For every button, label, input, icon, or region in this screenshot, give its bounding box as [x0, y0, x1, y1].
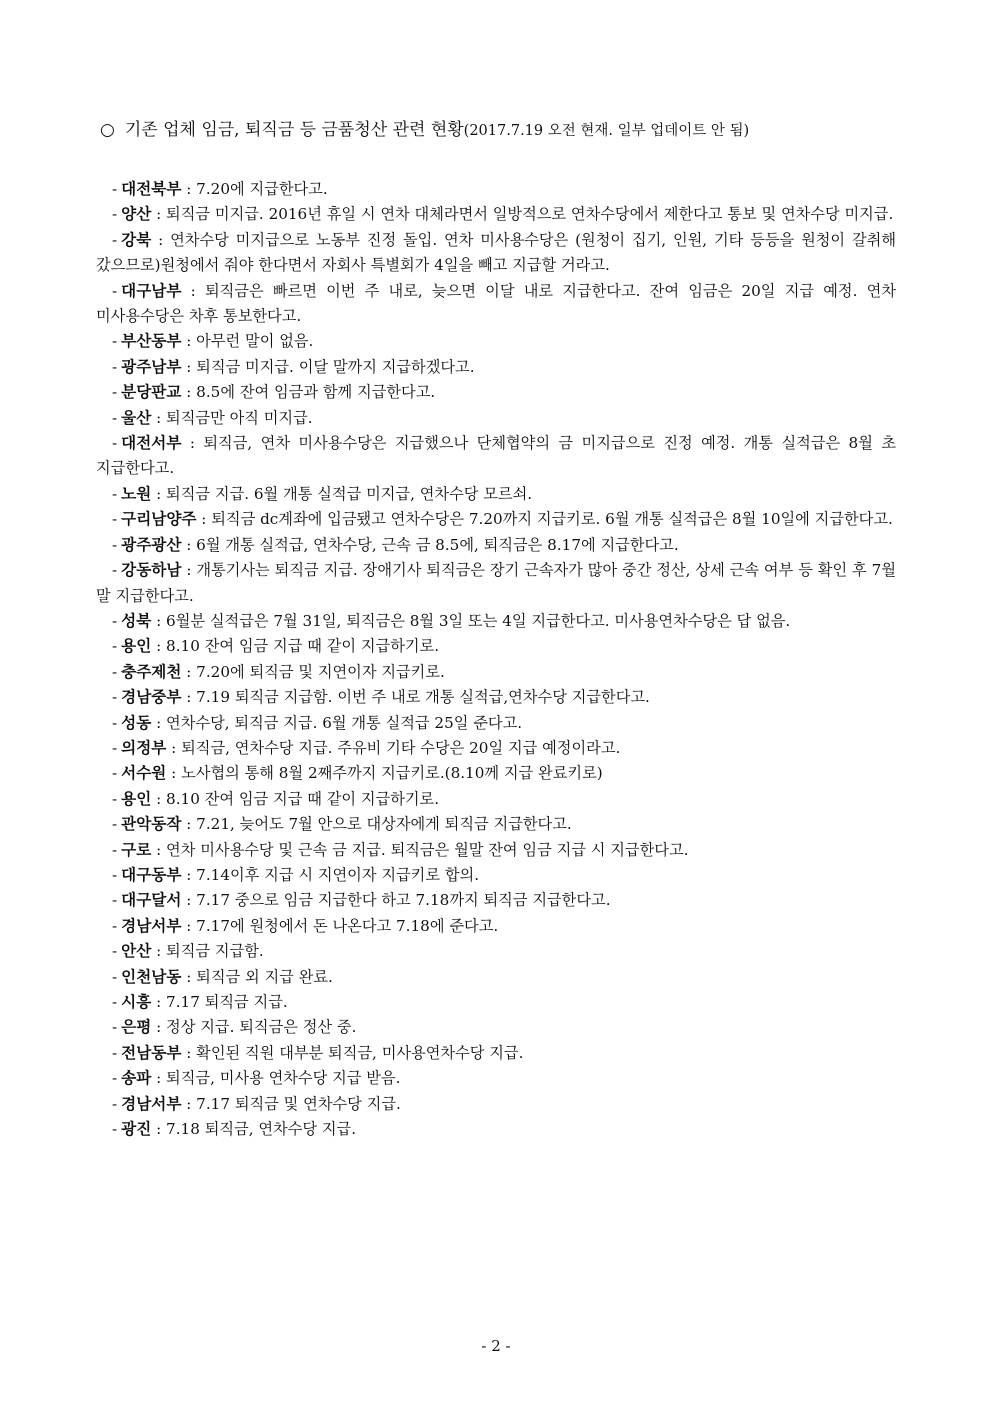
region-status-text: : 연차수당, 퇴직금 지급. 6월 개통 실적급 25일 준다고. [151, 713, 523, 732]
region-name: 은평 [121, 1018, 152, 1037]
list-item [96, 711, 896, 736]
region-status-text: : 8.10 잔여 임금 지급 때 같이 지급하기로. [151, 637, 440, 656]
list-item [96, 812, 896, 837]
list-item [96, 965, 896, 990]
region-name: 구로 [121, 840, 152, 859]
region-status-text: : 퇴직금, 미사용 연차수당 지급 받음. [151, 1069, 401, 1088]
region-name: 의정부 [121, 738, 167, 757]
list-item-dash: - [112, 637, 118, 656]
list-item [96, 939, 896, 964]
list-item [96, 787, 896, 812]
list-item [96, 533, 896, 558]
region-name: 성동 [121, 713, 152, 732]
region-name: 전남동부 [121, 1043, 182, 1062]
region-name: 용인 [121, 637, 152, 656]
region-status-text: : 아무런 말이 없음. [181, 332, 314, 351]
list-item-dash: - [112, 993, 118, 1011]
list-item [96, 355, 896, 380]
list-item [96, 1092, 896, 1117]
list-item-dash: - [112, 510, 118, 529]
list-item [96, 329, 896, 354]
list-item-dash: - [112, 230, 118, 249]
list-item [96, 202, 896, 227]
list-item-dash: - [112, 383, 118, 402]
region-status-text: : 연차수당 미지급으로 노동부 진정 돌입. 연차 미사용수당은 (원청이 집기, 인원, 기타 등등을 원청이 갈취해 갔으므로)원청에서 줘야 한다면서 자회사 특별회가 4일을 빼고 지급할 거라고. [96, 230, 896, 275]
status-list [96, 177, 896, 1142]
list-item [96, 507, 896, 532]
region-status-text: : 퇴직금 미지급. 2016년 휴일 시 연차 대체라면서 일방적으로 연차수당에서 제한다고 통보 및 연차수당 미지급. [151, 205, 894, 224]
list-item [96, 660, 896, 685]
list-item-dash: - [112, 1043, 118, 1062]
list-item [96, 279, 896, 330]
list-item-dash: - [112, 942, 118, 961]
list-item-dash: - [112, 738, 118, 757]
list-item-dash: - [112, 535, 118, 554]
region-status-text: : 7.17에 원청에서 돈 나온다고 7.18에 준다고. [181, 916, 499, 935]
region-name: 광주광산 [121, 535, 182, 554]
list-item [96, 1041, 896, 1066]
list-item [96, 406, 896, 431]
list-item-dash: - [112, 916, 118, 935]
region-status-text: : 7.20에 퇴직금 및 지연이자 지급키로. [181, 662, 445, 681]
list-item-dash: - [112, 332, 118, 351]
list-item-dash: - [112, 205, 118, 224]
list-item [96, 177, 896, 202]
region-status-text: : 6월 개통 실적급, 연차수당, 근속 금 8.5에, 퇴직금은 8.17에 지급한다고. [181, 535, 679, 554]
list-item [96, 888, 896, 913]
list-item-dash: - [112, 357, 118, 376]
list-item-dash: - [112, 611, 118, 630]
list-item-dash: - [112, 891, 118, 910]
list-item-dash: - [112, 408, 118, 427]
list-item-dash: - [112, 713, 118, 732]
region-name: 시흥 [121, 993, 152, 1011]
list-item-dash: - [112, 688, 118, 707]
region-status-text: : 퇴직금, 연차수당 지급. 주유비 기타 수당은 20일 지급 예정이라고. [166, 738, 621, 757]
region-status-text: : 7.17 중으로 임금 지급한다 하고 7.18까지 퇴직금 지급한다고. [181, 891, 611, 910]
list-item [96, 1117, 896, 1142]
region-status-text: : 퇴직금은 빠르면 이번 주 내로, 늦으면 이달 내로 지급한다고. 잔여 임금은 20일 지급 예정. 연차 미사용수당은 차후 통보한다고. [96, 281, 896, 326]
list-item-dash: - [112, 865, 118, 884]
region-name: 강동하남 [121, 561, 182, 580]
list-item-dash: - [112, 1018, 118, 1037]
list-item-dash: - [112, 1120, 118, 1139]
list-item [96, 1015, 896, 1040]
region-name: 강북 [121, 230, 152, 249]
region-status-text: : 확인된 직원 대부분 퇴직금, 미사용연차수당 지급. [181, 1043, 524, 1062]
region-status-text: : 8.5에 잔여 임금과 함께 지급한다고. [181, 383, 436, 402]
region-status-text: : 7.17 퇴직금 지급. [151, 993, 288, 1011]
list-item [96, 990, 896, 1015]
region-name: 대구동부 [121, 865, 182, 884]
region-status-text: : 7.19 퇴직금 지급함. 이번 주 내로 개통 실적급,연차수당 지급한다고. [181, 688, 650, 707]
list-item-dash: - [112, 434, 118, 453]
list-item [96, 609, 896, 634]
heading-title: 기존 업체 임금, 퇴직금 등 금품청산 관련 현황 [124, 120, 464, 140]
region-status-text: : 퇴직금, 연차 미사용수당은 지급했으나 단체협약의 금 미지급으로 진정 예정. 개통 실적급은 8월 초 지급한다고. [96, 434, 896, 478]
region-status-text: : 퇴직금 외 지급 완료. [181, 967, 333, 986]
list-item [96, 685, 896, 710]
region-status-text: : 정상 지급. 퇴직금은 정산 중. [151, 1018, 357, 1037]
list-item [96, 761, 896, 786]
region-status-text: : 퇴직금 지급. 6월 개통 실적급 미지급, 연차수당 모르쇠. [151, 484, 533, 503]
region-status-text: : 퇴직금만 아직 미지급. [151, 408, 313, 427]
region-name: 대구달서 [121, 891, 182, 910]
list-item-dash: - [112, 662, 118, 681]
region-status-text: : 노사협의 통해 8월 2째주까지 지급키로.(8.10께 지급 완료키로) [166, 764, 603, 783]
region-name: 용인 [121, 789, 152, 808]
list-item-dash: - [112, 561, 118, 580]
section-heading [100, 116, 900, 145]
page-number: - 2 - [481, 1337, 511, 1355]
region-name: 충주제천 [121, 662, 182, 681]
list-item-dash: - [112, 789, 118, 808]
region-name: 대구남부 [121, 281, 182, 300]
list-item [96, 736, 896, 761]
region-name: 분당판교 [121, 383, 182, 402]
region-status-text: : 7.14이후 지급 시 지연이자 지급키로 합의. [181, 865, 480, 884]
heading-bullet: ○ [100, 120, 115, 140]
region-status-text: : 퇴직금 미지급. 이달 말까지 지급하겠다고. [181, 357, 475, 376]
list-item-dash: - [112, 764, 118, 783]
list-item [96, 1066, 896, 1091]
list-item-dash: - [112, 815, 118, 834]
region-name: 경남서부 [121, 1094, 182, 1113]
list-item-dash: - [112, 484, 118, 503]
region-status-text: : 개통기사는 퇴직금 지급. 장애기사 퇴직금은 장기 근속자가 많아 중간 정산, 상세 근속 여부 등 확인 후 7월 말 지급한다고. [96, 561, 896, 605]
list-item [96, 482, 896, 507]
list-item [96, 863, 896, 888]
region-name: 대전서부 [121, 434, 182, 453]
region-name: 관악동작 [121, 815, 182, 834]
region-status-text: : 7.21, 늦어도 7월 안으로 대상자에게 퇴직금 지급한다고. [181, 815, 572, 834]
region-name: 송파 [121, 1069, 152, 1088]
region-name: 성북 [121, 611, 152, 630]
list-item [96, 380, 896, 405]
region-name: 서수원 [121, 764, 167, 783]
list-item [96, 838, 896, 863]
list-item-dash: - [112, 1069, 118, 1088]
list-item [96, 431, 896, 482]
region-status-text: : 퇴직금 지급함. [151, 942, 264, 961]
region-name: 광주남부 [121, 357, 182, 376]
region-name: 구리남양주 [121, 510, 197, 529]
region-status-text: : 6월분 실적급은 7월 31일, 퇴직금은 8월 3일 또는 4일 지급한다고. 미사용연차수당은 답 없음. [151, 611, 791, 630]
region-name: 대전북부 [121, 180, 182, 198]
list-item-dash: - [112, 840, 118, 859]
region-status-text: : 연차 미사용수당 및 근속 금 지급. 퇴직금은 월말 잔여 임금 지급 시 지급한다고. [151, 840, 689, 859]
list-item-dash: - [112, 180, 118, 198]
list-item [96, 914, 896, 939]
list-item [96, 634, 896, 659]
region-name: 광진 [121, 1120, 152, 1139]
heading-note: (2017.7.19 오전 현재. 일부 업데이트 안 됨) [463, 123, 750, 139]
list-item-dash: - [112, 1094, 118, 1113]
region-name: 부산동부 [121, 332, 182, 351]
region-name: 인천남동 [121, 967, 182, 986]
list-item [96, 558, 896, 609]
region-status-text: : 7.18 퇴직금, 연차수당 지급. [151, 1120, 357, 1139]
region-status-text: : 퇴직금 dc계좌에 입금됐고 연차수당은 7.20까지 지급키로. 6월 개통 실적급은 8월 10일에 지급한다고. [196, 510, 893, 529]
list-item-dash: - [112, 281, 118, 300]
list-item-dash: - [112, 967, 118, 986]
region-status-text: : 8.10 잔여 임금 지급 때 같이 지급하기로. [151, 789, 440, 808]
region-status-text: : 7.20에 지급한다고. [181, 180, 328, 198]
region-name: 안산 [121, 942, 152, 961]
list-item [96, 228, 896, 279]
region-name: 경남서부 [121, 916, 182, 935]
region-name: 경남중부 [121, 688, 182, 707]
region-name: 울산 [121, 408, 152, 427]
region-status-text: : 7.17 퇴직금 및 연차수당 지급. [181, 1094, 401, 1113]
region-name: 양산 [121, 205, 152, 224]
region-name: 노원 [121, 484, 152, 503]
